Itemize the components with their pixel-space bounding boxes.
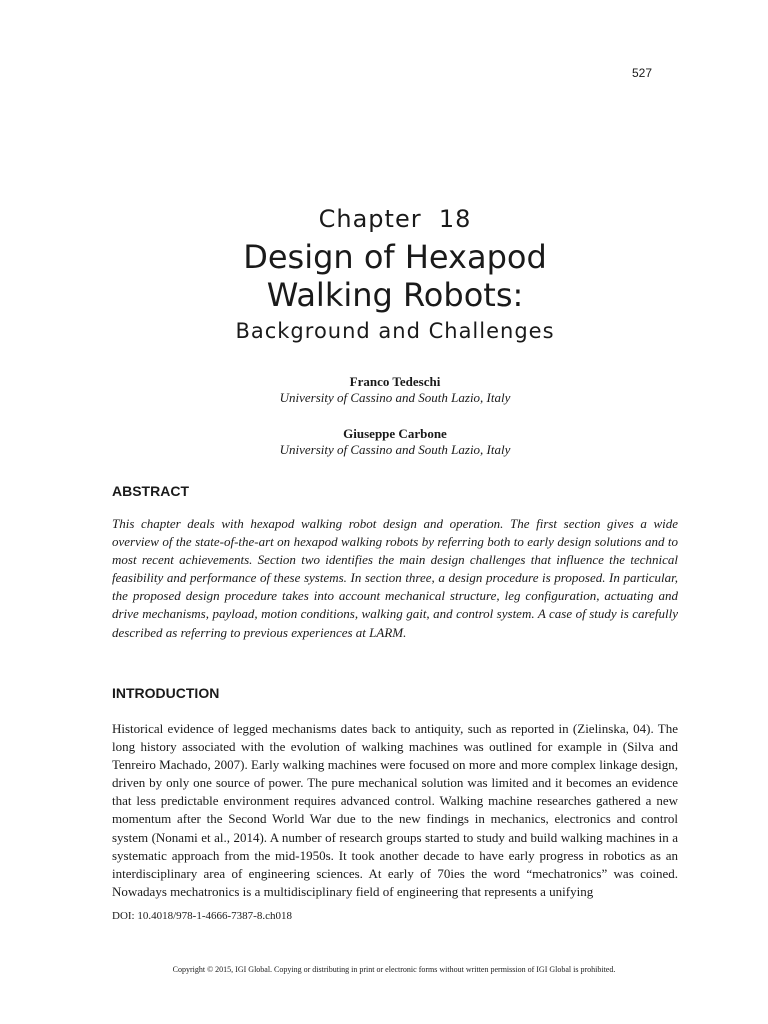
author-affiliation: University of Cassino and South Lazio, Italy [279, 390, 511, 405]
chapter-header [112, 200, 678, 346]
chapter-subtitle: Background and Challenges [235, 319, 555, 343]
abstract-text: This chapter deals with hexapod walking robot design and operation. The first section gives a wide overview of the state-of-the-art on hexapod walking robots by referring both to early design solutions and to most recent achievements. Section two identifies the main design challenges that influence the technical feasibility and performance of these systems. In section three, a design procedure is proposed. In particular, the proposed design procedure takes into account mechanical structure, leg configuration, actuating and drive mechanisms, payload, motion conditions, walking gait, and control system. A case of study is carefully described as referring to previous experiences at LARM. [112, 516, 678, 640]
author-block [112, 374, 678, 406]
copyright-notice: Copyright © 2015, IGI Global. Copying or distributing in print or electronic forms without written permission of IGI Global is prohibited. [172, 965, 616, 974]
introduction-heading: INTRODUCTION [112, 685, 220, 701]
author-affiliation: University of Cassino and South Lazio, Italy [279, 442, 511, 457]
introduction-text: Historical evidence of legged mechanisms dates back to antiquity, such as reported in (Zielinska, 04). The long history associated with the evolution of walking machines was outlined for example in (Silva and Tenreiro Machado, 2007). Early walking machines were focused on more and more complex linkage design, driven by only one source of power. The pure mechanical solution was limited and it becomes an evidence that less predictable environment requires advanced control. Walking machine researches gathered a new momentum after the Second World War due to the new findings in mechanics, electronics and control system (Nonami et al., 2014). A number of research groups started to study and build walking machines in a systematic approach from the mid-1950s. It took another decade to have early progress in robotics as an interdisciplinary area of engineering sciences. At early of 70ies the word “mechatronics” was coined. Nowadays mechatronics is a multidisciplinary field of engineering that represents a unifying [112, 721, 678, 899]
author-block [112, 426, 678, 458]
author-name: Giuseppe Carbone [343, 426, 447, 441]
author-list [112, 374, 678, 458]
doi-line: DOI: 10.4018/978-1-4666-7387-8.ch018 [112, 910, 292, 922]
abstract-heading: ABSTRACT [112, 483, 189, 499]
page-number: 527 [631, 66, 652, 80]
chapter-title-line-2: Walking Robots: [266, 276, 524, 314]
chapter-title-line-1: Design of Hexapod [243, 238, 547, 276]
author-name: Franco Tedeschi [349, 374, 441, 389]
chapter-label: Chapter 18 [318, 205, 472, 233]
